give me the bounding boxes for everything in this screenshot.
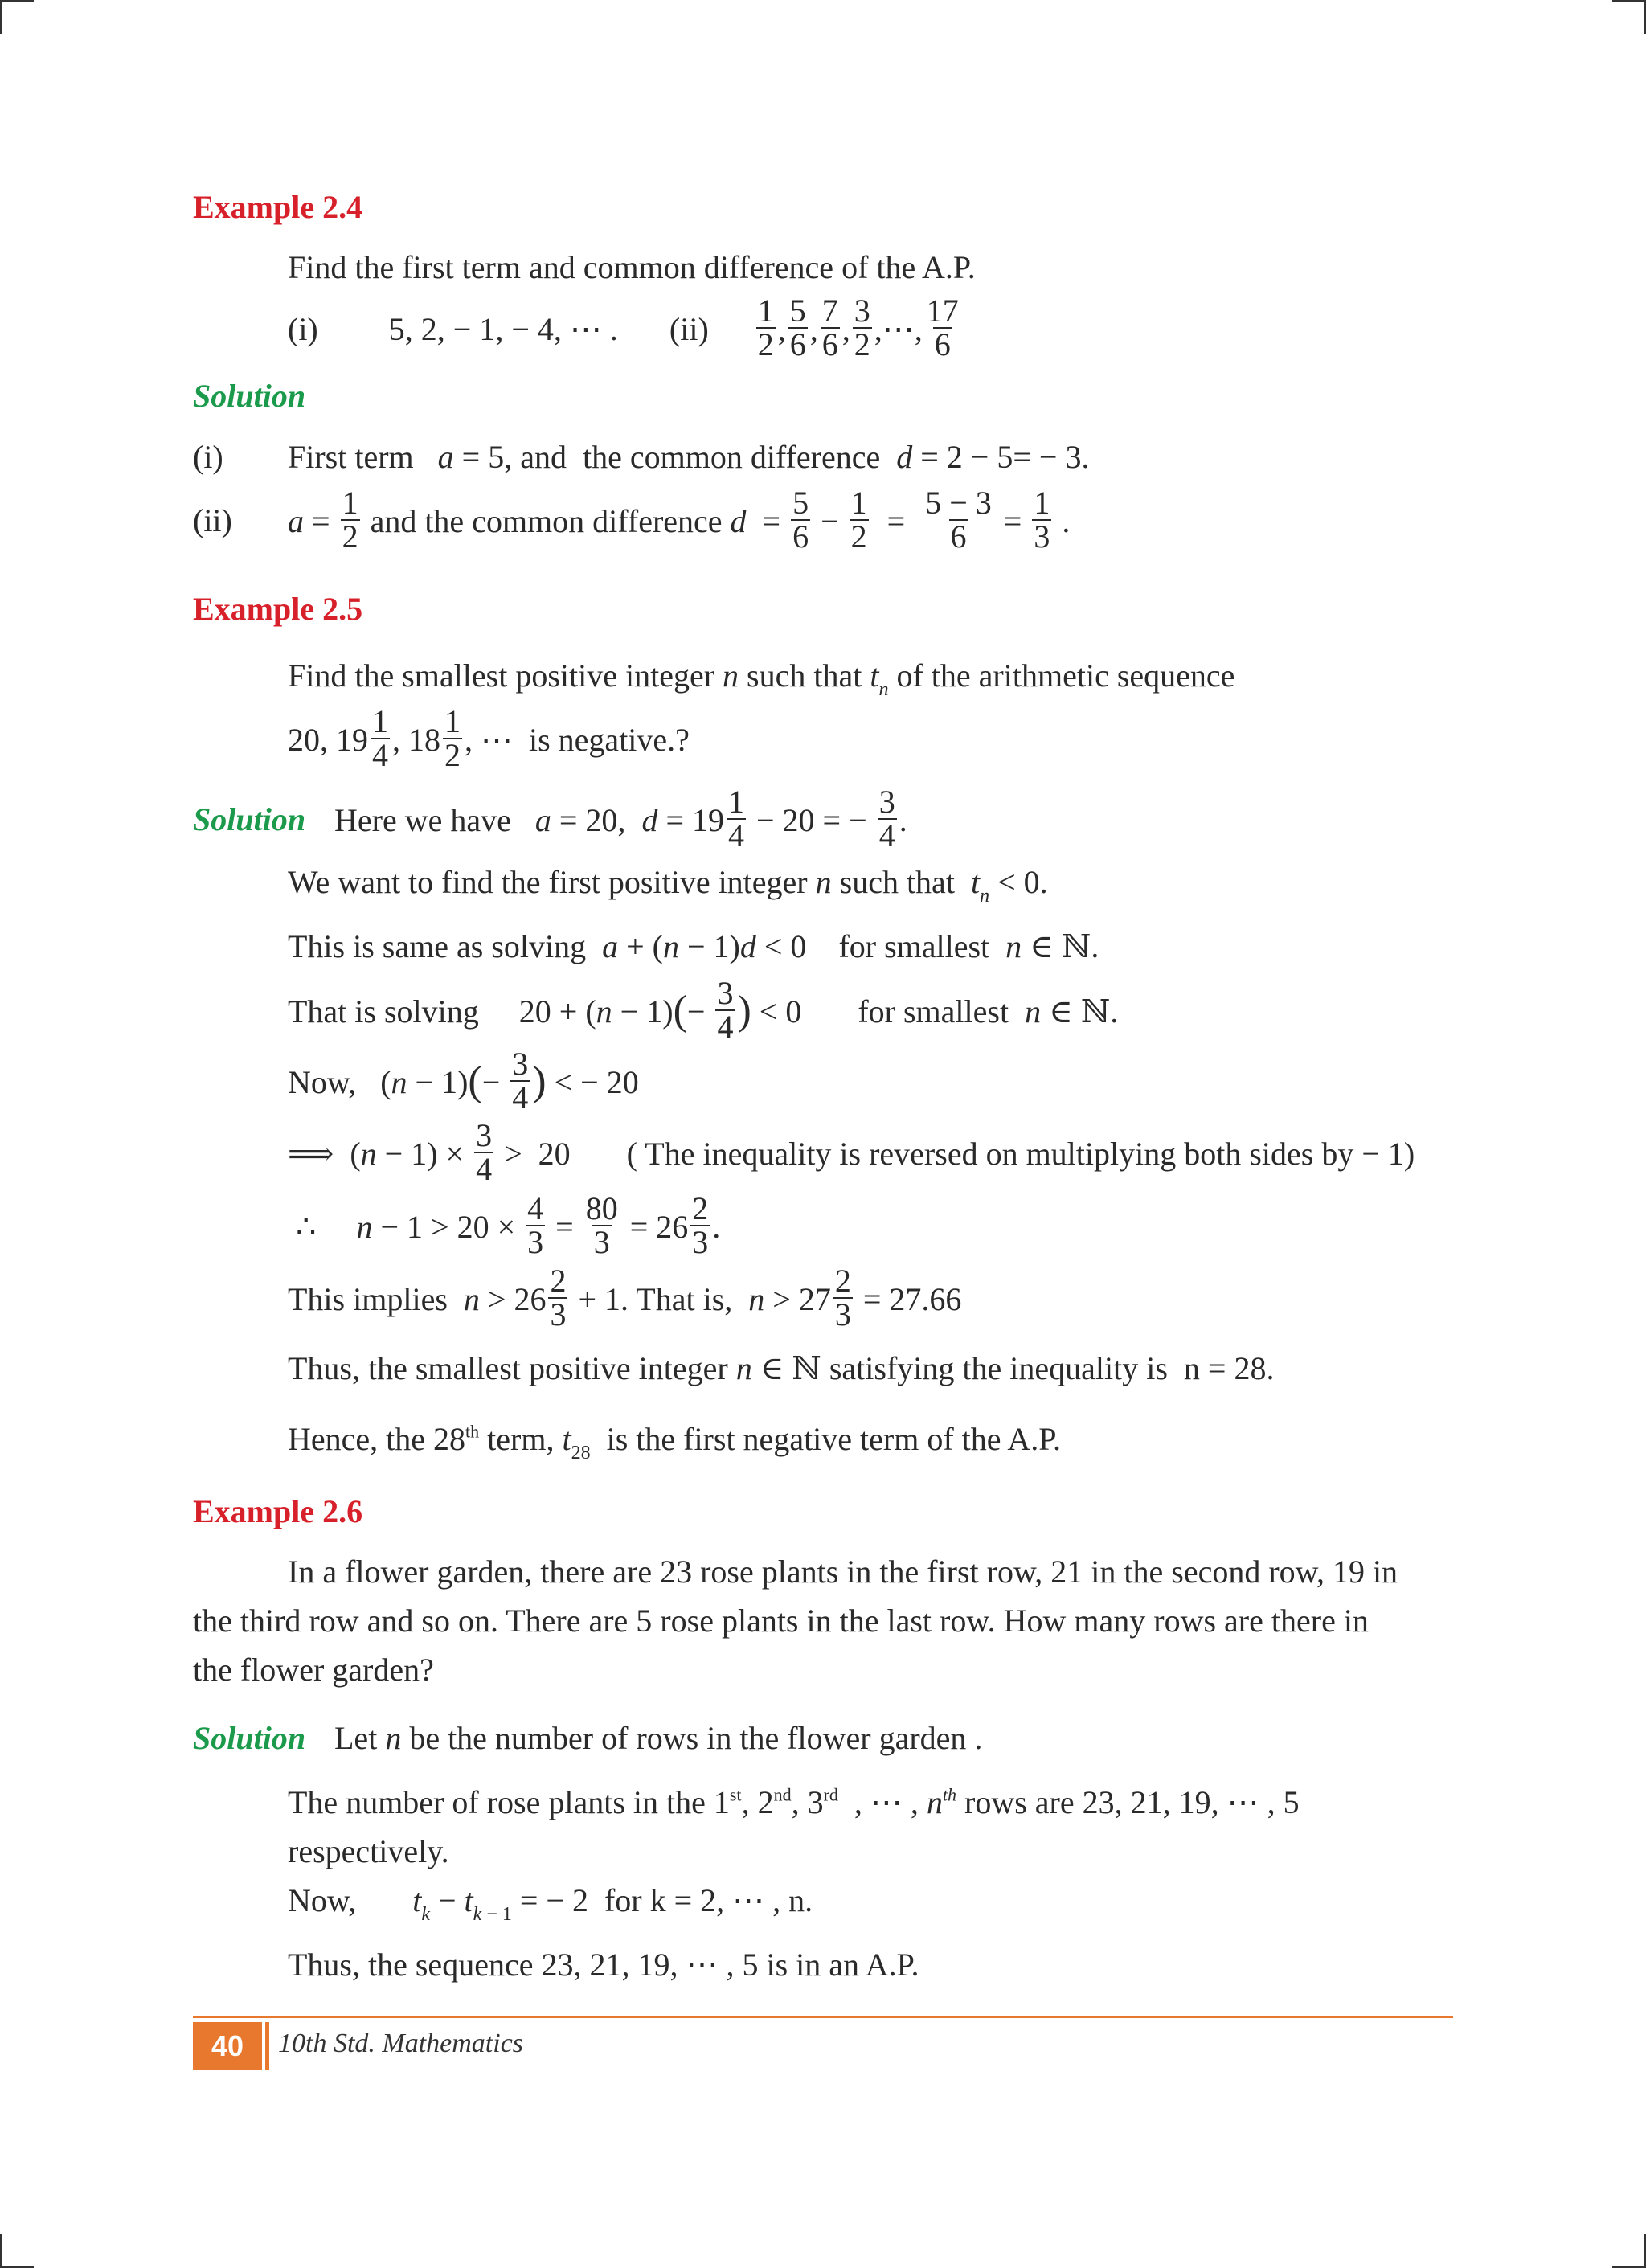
footer-book-title: 10th Std. Mathematics — [278, 2029, 524, 2058]
example-2-6-problem-line-1: In a flower garden, there are 23 rose plants in the first row, 21 in the second row, 19 in — [288, 1554, 1398, 1590]
for-smallest-text: for smallest — [838, 928, 990, 964]
now-text: Now, — [288, 1064, 357, 1101]
crop-mark-top-right — [1612, 0, 1646, 34]
example-2-5-heading: Example 2.5 — [193, 591, 363, 627]
approx-value: = 27.66 — [862, 1281, 962, 1318]
crop-mark-bottom-left — [0, 2234, 34, 2268]
same-as-text: This is same as solving — [288, 928, 587, 964]
example-2-6-solution-line-5: Thus, the sequence 23, 21, 19, ⋯ , 5 is in an A.P. — [288, 1947, 919, 1983]
is-negative-text: is negative.? — [529, 722, 690, 759]
example-2-4-parts — [288, 293, 963, 366]
let-n-text: be the number of rows in the flower garden . — [409, 1720, 983, 1756]
rows-values-text: rows are 23, 21, 19, ⋯ , 5 — [964, 1784, 1300, 1820]
first-negative-text: is the first negative term of the A.P. — [606, 1421, 1062, 1457]
now-text-2: Now, — [288, 1882, 357, 1918]
first-term-text: First term — [288, 439, 414, 475]
example-2-5-solution-line-2: We want to find the first positive integer n such that $t_n < 0$. — [288, 864, 1048, 907]
example-2-5-solution-line-9: Thus, the smallest positive integer n ∈ ℕ satisfying the inequality is n = 28. — [288, 1350, 1275, 1386]
example-2-6-problem-line-2: the third row and so on. There are 5 rose plants in the last row. How many rows are there in — [193, 1603, 1369, 1639]
example-2-6-heading: Example 2.6 — [193, 1493, 363, 1529]
that-is-text: . That is, — [620, 1281, 733, 1318]
example-2-5-solution-line-6: ⟹ (n − 1) × $\frac{3}{4}$ > 20 ( The inequality is reversed on multiplying both sides by − 1) — [288, 1117, 1415, 1187]
example-2-6-solution-line-3: respectively. — [288, 1833, 449, 1869]
page-number: 40 — [193, 2022, 262, 2070]
hence-text: Hence, the 28 — [288, 1421, 466, 1457]
example-2-5-question: Find the smallest positive integer n such that $t_n$ of the arithmetic sequence — [288, 657, 1235, 700]
example-2-4-solution-i: First term a = 5, and the common difference d = 2 − 5= − 3. — [288, 439, 1090, 475]
satisfying-text: satisfying the inequality is — [829, 1350, 1168, 1386]
example-2-6-solution-label: Solution — [193, 1720, 306, 1756]
example-2-6-solution-line-4: Now, $t_k - t_{k - 1}$ = − 2 for k = 2, ⋯ , n. — [288, 1882, 813, 1925]
example-2-4-solution-label: Solution — [193, 378, 306, 414]
for-k-text: for k = 2, ⋯ , n. — [604, 1882, 813, 1918]
part-i-label: (i) — [288, 311, 318, 348]
footer-divider — [265, 2022, 269, 2070]
let-text: Let — [334, 1720, 378, 1756]
question-text-1: Find the smallest positive integer — [288, 657, 715, 694]
example-2-5-solution-line-3: This is same as solving a + (n − 1)d < 0 for smallest n ∈ ℕ. — [288, 928, 1099, 964]
example-2-4-solution-i-label: (i) — [193, 439, 223, 475]
example-2-5-solution-line-7: ∴ n − 1 > 20 × $\frac{4}{3}$ = $\frac{80}{3}$ = 26 $\frac{2}{3}$ . — [296, 1190, 721, 1260]
part-ii-sequence: $\frac{1}{2}$ , $\frac{5}{6}$ , $\frac{7}{6}$ , $\frac{3}{2}$ ,⋯, $\frac{17}{6}$ — [757, 293, 959, 362]
ordinal-suffix: th — [465, 1421, 480, 1442]
term-text: term, — [479, 1421, 563, 1457]
rows-text: The number of rose plants in the 1 — [288, 1784, 730, 1820]
example-2-5-solution-line-1: Here we have a = 20, d = 19 $\frac{1}{4}$ − 20 = − $\frac{3}{4}$ . — [334, 784, 907, 854]
example-2-6-problem-line-3: the flower garden? — [193, 1652, 434, 1688]
example-2-4-prompt: Find the first term and common difference of the A.P. — [288, 249, 976, 285]
want-text: We want to find the first positive integer — [288, 864, 808, 900]
example-2-4-heading: Example 2.4 — [193, 189, 363, 225]
here-we-have-text: Here we have — [334, 802, 511, 839]
part-ii-label: (ii) — [669, 311, 709, 348]
example-2-5-conclusion: Hence, the 28th term, $t_{28}$ is the first negative term of the A.P. — [288, 1421, 1062, 1464]
example-2-6-solution-line-2: The number of rose plants in the 1st, 2nd, 3rd , ⋯ , $n^{th}$ rows are 23, 21, 19, ⋯ , 5 — [288, 1784, 1300, 1820]
crop-mark-bottom-right — [1612, 2234, 1646, 2268]
example-2-5-sequence: 20, 19 $\frac{1}{4}$ , 18 $\frac{1}{2}$ , ⋯ is negative.? — [288, 703, 690, 773]
answer-n: n = 28. — [1183, 1350, 1275, 1386]
such-that-text: such that — [839, 864, 955, 900]
for-smallest-text-2: for smallest — [858, 993, 1009, 1030]
example-2-6-solution-line-1: Let n be the number of rows in the flower garden . — [334, 1720, 983, 1756]
example-2-5-solution-line-8: This implies n > 26 $\frac{2}{3}$ + 1. That is, n > 27 $\frac{2}{3}$ = 27.66 — [288, 1263, 962, 1333]
question-text-2: such that — [747, 657, 862, 694]
this-implies-text: This implies — [288, 1281, 448, 1318]
common-difference-text: and the common difference — [370, 503, 723, 540]
inequality-reversed-note: ( The inequality is reversed on multiplying both sides by − 1) — [626, 1136, 1415, 1173]
crop-mark-top-left — [0, 0, 34, 34]
that-is-solving-text: That is solving — [288, 993, 479, 1030]
example-2-5-solution-line-4: That is solving 20 + (n − 1)(− $\frac{3}{4}$ ) < 0 for smallest n ∈ ℕ. — [288, 975, 1119, 1045]
footer-rule — [193, 2016, 1453, 2018]
question-text-3: of the arithmetic sequence — [896, 657, 1235, 694]
example-2-5-solution-label: Solution — [193, 801, 306, 837]
thus-text: Thus, the smallest positive integer — [288, 1350, 728, 1386]
example-2-5-solution-line-5: Now, (n − 1)(− $\frac{3}{4}$ ) < − 20 — [288, 1046, 639, 1116]
example-2-4-solution-ii: a = $\frac{1}{2}$ and the common difference d = $\frac{5}{6}$ − $\frac{1}{2}$ = $\frac{5 - 3}{6}$ = $\frac{1}{3}$ . — [288, 485, 1071, 555]
part-i-sequence: 5, 2, − 1, − 4, ⋯ . — [388, 311, 618, 348]
example-2-4-solution-ii-label: (ii) — [193, 502, 232, 538]
